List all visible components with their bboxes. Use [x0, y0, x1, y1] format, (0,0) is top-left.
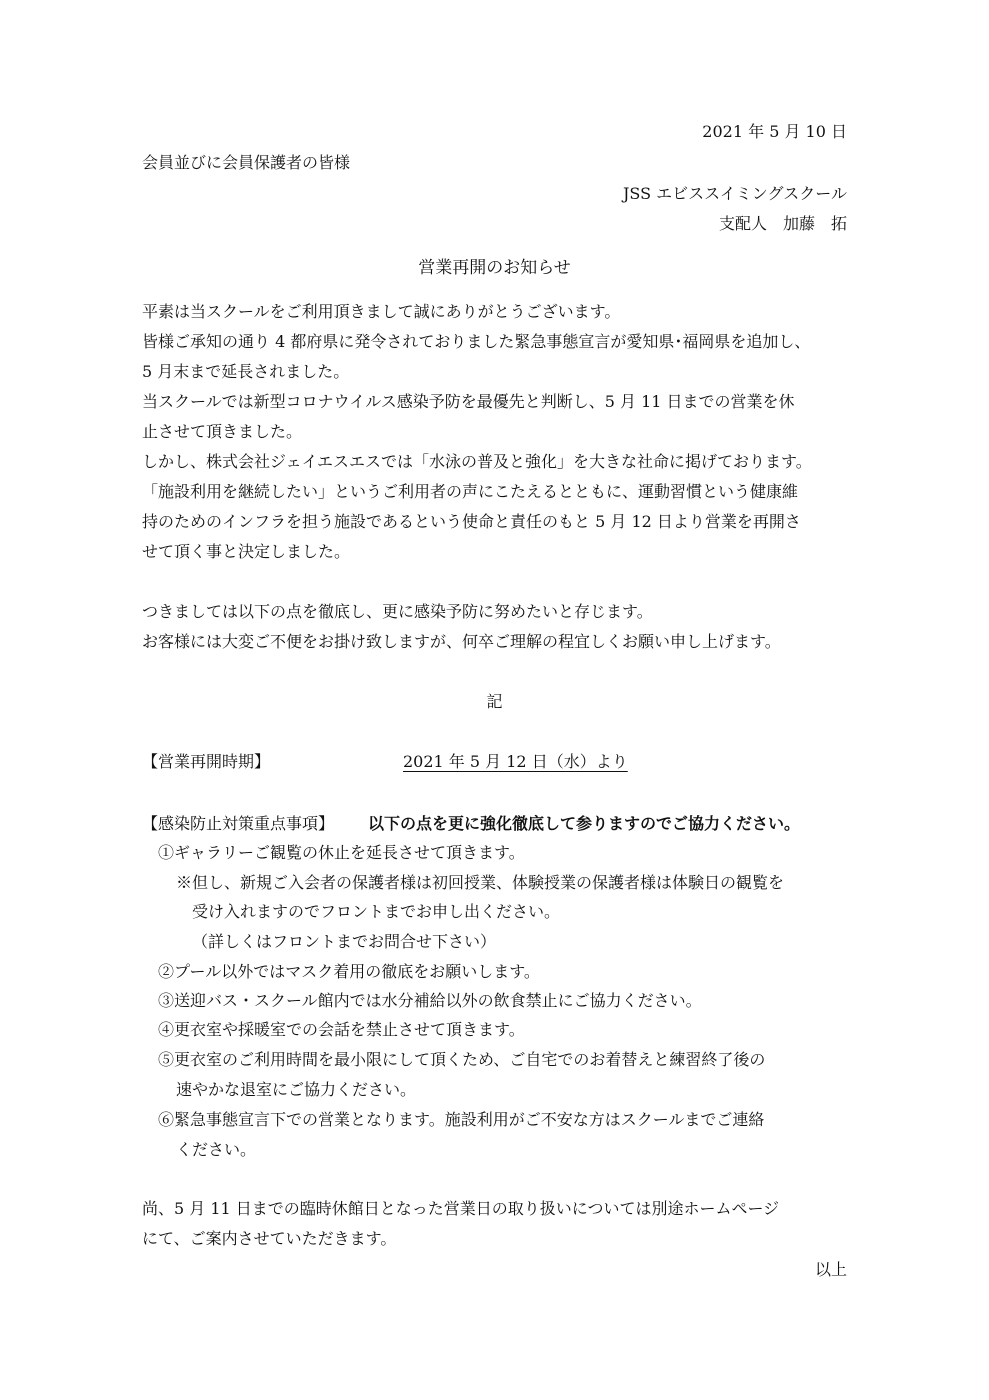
end-mark: 以上	[814, 1260, 847, 1279]
body-line: 皆様ご承知の通り 4 都府県に発令されておりました緊急事態宣言が愛知県･福岡県を追加し、	[142, 332, 811, 351]
recipient: 会員並びに会員保護者の皆様	[142, 153, 351, 172]
body-line: 止させて頂きました。	[142, 422, 303, 441]
body-line: せて頂く事と決定しました。	[142, 542, 351, 561]
closing-line: 尚、5 月 11 日までの臨時休館日となった営業日の取り扱いについては別途ホームページ	[142, 1199, 780, 1218]
body-line: 5 月末まで延長されました。	[142, 362, 350, 381]
body-line: しかし、株式会社ジェイエスエスでは「水泳の普及と強化」を大きな社命に掲げております。	[142, 452, 812, 471]
body-line: 当スクールでは新型コロナウイルス感染予防を最優先と判断し、5 月 11 日までの営業を休	[142, 392, 795, 411]
body-line: 「施設利用を継続したい」というご利用者の声にこたえるとともに、運動習慣という健康維	[142, 482, 799, 501]
measures-label: 【感染防止対策重点事項】	[142, 814, 335, 833]
body-line: つきましては以下の点を徹底し、更に感染予防に努めたいと存じます。	[142, 602, 653, 621]
measure-item: ②プール以外ではマスク着用の徹底をお願いします。	[158, 962, 540, 981]
reopen-label: 【営業再開時期】	[142, 752, 271, 771]
measure-item: ④更衣室や採暖室での会話を禁止させて頂きます。	[158, 1020, 525, 1039]
measure-item-continued: ください。	[176, 1140, 257, 1159]
measure-note: ※但し、新規ご入会者の保護者様は初回授業、体験授業の保護者様は体験日の観覧を	[176, 873, 785, 892]
document-title: 営業再開のお知らせ	[418, 258, 571, 278]
measure-item: ③送迎バス・スクール館内では水分補給以外の飲食禁止にご協力ください。	[158, 991, 702, 1010]
body-line: 持のためのインフラを担う施設であるという使命と責任のもと 5 月 12 日より営業を再開さ	[142, 512, 801, 531]
closing-line: にて、ご案内させていただきます。	[142, 1229, 397, 1248]
reopen-date: 2021 年 5 月 12 日（水）より	[403, 752, 628, 771]
document-date: 2021 年 5 月 10 日	[702, 122, 847, 141]
measures-lead: 以下の点を更に強化徹底して参りますのでご協力ください。	[368, 814, 801, 833]
body-line: 平素は当スクールをご利用頂きまして誠にありがとうございます。	[142, 302, 621, 321]
measure-note: （詳しくはフロントまでお問合せ下さい）	[192, 932, 497, 951]
ki-marker: 記	[486, 692, 503, 711]
sender-person: 支配人 加藤 拓	[718, 214, 847, 233]
measure-item: ⑤更衣室のご利用時間を最小限にして頂くため、ご自宅でのお着替えと練習終了後の	[158, 1050, 766, 1069]
body-line: お客様には大変ご不便をお掛け致しますが、何卒ご理解の程宜しくお願い申し上げます。	[142, 632, 781, 651]
measure-note: 受け入れますのでフロントまでお申し出ください。	[192, 902, 561, 921]
measure-item-continued: 速やかな退室にご協力ください。	[176, 1080, 417, 1099]
measure-item: ①ギャラリーご観覧の休止を延長させて頂きます。	[158, 843, 525, 862]
measure-item: ⑥緊急事態宣言下での営業となります。施設利用がご不安な方はスクールまでご連絡	[158, 1110, 765, 1129]
sender-organization: JSS エビススイミングスクール	[622, 184, 847, 203]
